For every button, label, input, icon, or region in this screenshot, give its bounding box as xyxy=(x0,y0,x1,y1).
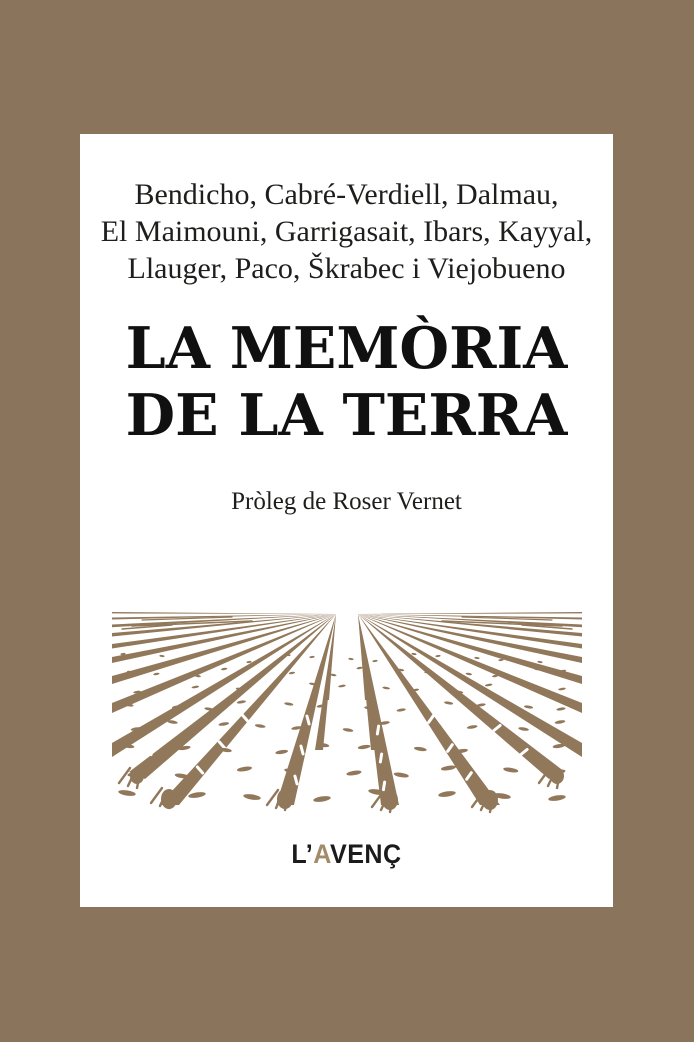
book-cover xyxy=(80,134,613,907)
field-furrows-illustration xyxy=(112,600,582,815)
publisher-prefix: L’ xyxy=(291,839,314,869)
book-title-line-1: LA MEMÒRIA xyxy=(125,315,568,382)
prologue-credit: Pròleg de Roser Vernet xyxy=(231,488,462,515)
publisher-logo xyxy=(99,839,595,870)
authors-line: Llauger, Paco, Škrabec i Viejobueno xyxy=(127,252,566,285)
authors-line: El Maimouni, Garrigasait, Ibars, Kayyal, xyxy=(100,215,593,248)
publisher-accent-letter: A xyxy=(313,839,330,869)
book-title-line-2: DE LA TERRA xyxy=(125,382,568,449)
authors-line: Bendicho, Cabré-Verdiell, Dalmau, xyxy=(134,178,559,211)
book-title xyxy=(80,315,613,449)
publisher-suffix: VENÇ xyxy=(329,839,402,869)
authors-block xyxy=(80,176,613,287)
